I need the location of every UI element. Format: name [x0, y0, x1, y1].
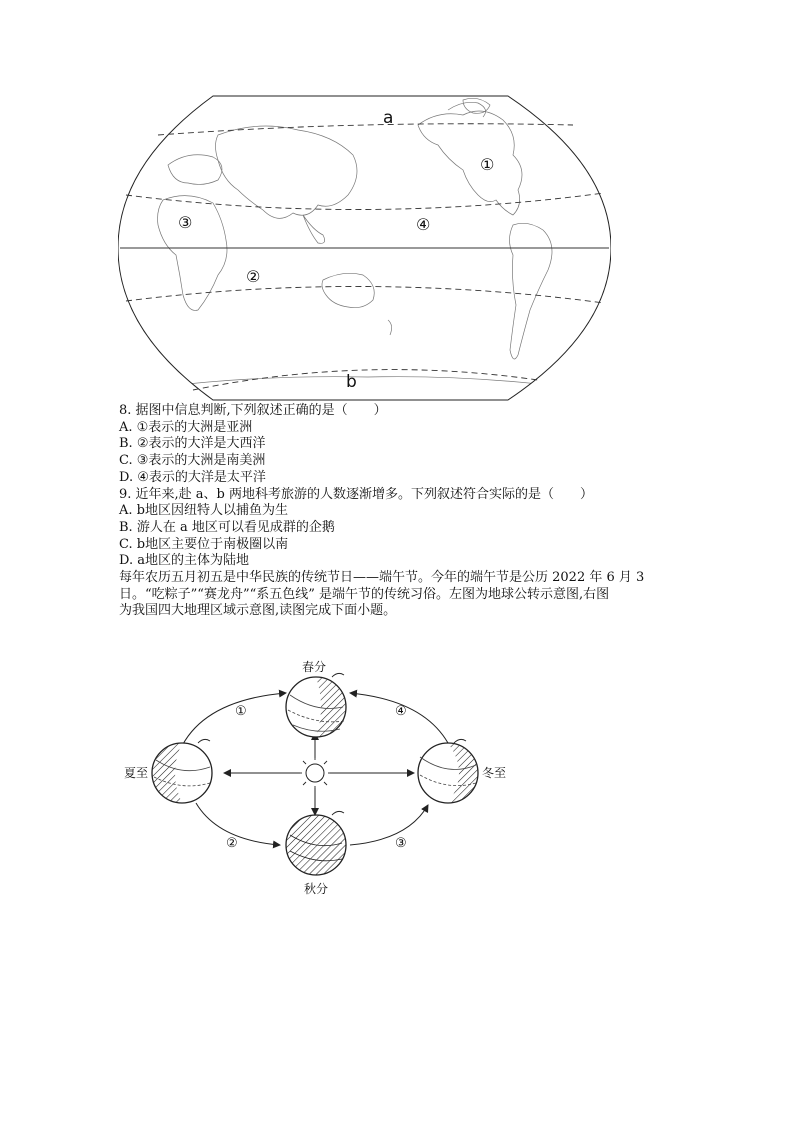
q9-option-a: A. b地区因纽特人以捕鱼为生: [119, 503, 288, 519]
marker-1: ①: [480, 155, 495, 174]
q9-option-b: B. 游人在 a 地区可以看见成群的企鹅: [119, 519, 335, 535]
sun-icon: [298, 756, 332, 790]
label-spring: 春分: [302, 660, 327, 674]
label-summer: 夏至: [124, 766, 149, 780]
q9-option-d: D. a地区的主体为陆地: [119, 553, 249, 569]
label-a: a: [383, 108, 394, 128]
arrow-label-4: ④: [395, 704, 407, 719]
arrow-label-2: ②: [226, 836, 238, 851]
q8-option-c: C. ③表示的大洲是南美洲: [119, 453, 266, 469]
q8-stem: 8. 据图中信息判断,下列叙述正确的是（ ）: [119, 403, 387, 418]
world-map: [118, 95, 611, 401]
earth-orbit-diagram: [118, 655, 518, 900]
earth-summer: [152, 739, 212, 803]
marker-2: ②: [246, 267, 261, 286]
arrow-label-1: ①: [235, 704, 247, 719]
intro-line-3: 为我国四大地理区域示意图,读图完成下面小题。: [119, 603, 397, 619]
marker-3: ③: [178, 213, 193, 232]
q8-option-b: B. ②表示的大洋是大西洋: [119, 436, 266, 452]
q9-stem: 9. 近年来,赴 a、b 两地科考旅游的人数逐渐增多。下列叙述符合实际的是（ ）: [119, 486, 594, 502]
marker-4: ④: [416, 215, 431, 234]
earth-winter: [418, 739, 478, 803]
earth-spring: [286, 673, 346, 737]
q8-option-a: A. ①表示的大洲是亚洲: [119, 419, 253, 435]
label-winter: 冬至: [482, 766, 507, 780]
q8-option-d: D. ④表示的大洋是太平洋: [119, 469, 266, 485]
label-autumn: 秋分: [304, 882, 329, 896]
q9-option-c: C. b地区主要位于南极圈以南: [119, 536, 289, 552]
intro-line-2: 日。“吃粽子”“赛龙舟”“系五色线” 是端午节的传统习俗。左图为地球公转示意图,右图: [119, 586, 610, 602]
intro-line-1: 每年农历五月初五是中华民族的传统节日——端午节。今年的端午节是公历 2022 年 6 月 3: [119, 570, 645, 586]
questions-block: [119, 403, 679, 620]
arrow-label-3: ③: [395, 836, 407, 851]
earth-autumn: [286, 811, 346, 875]
label-b: b: [346, 372, 357, 392]
